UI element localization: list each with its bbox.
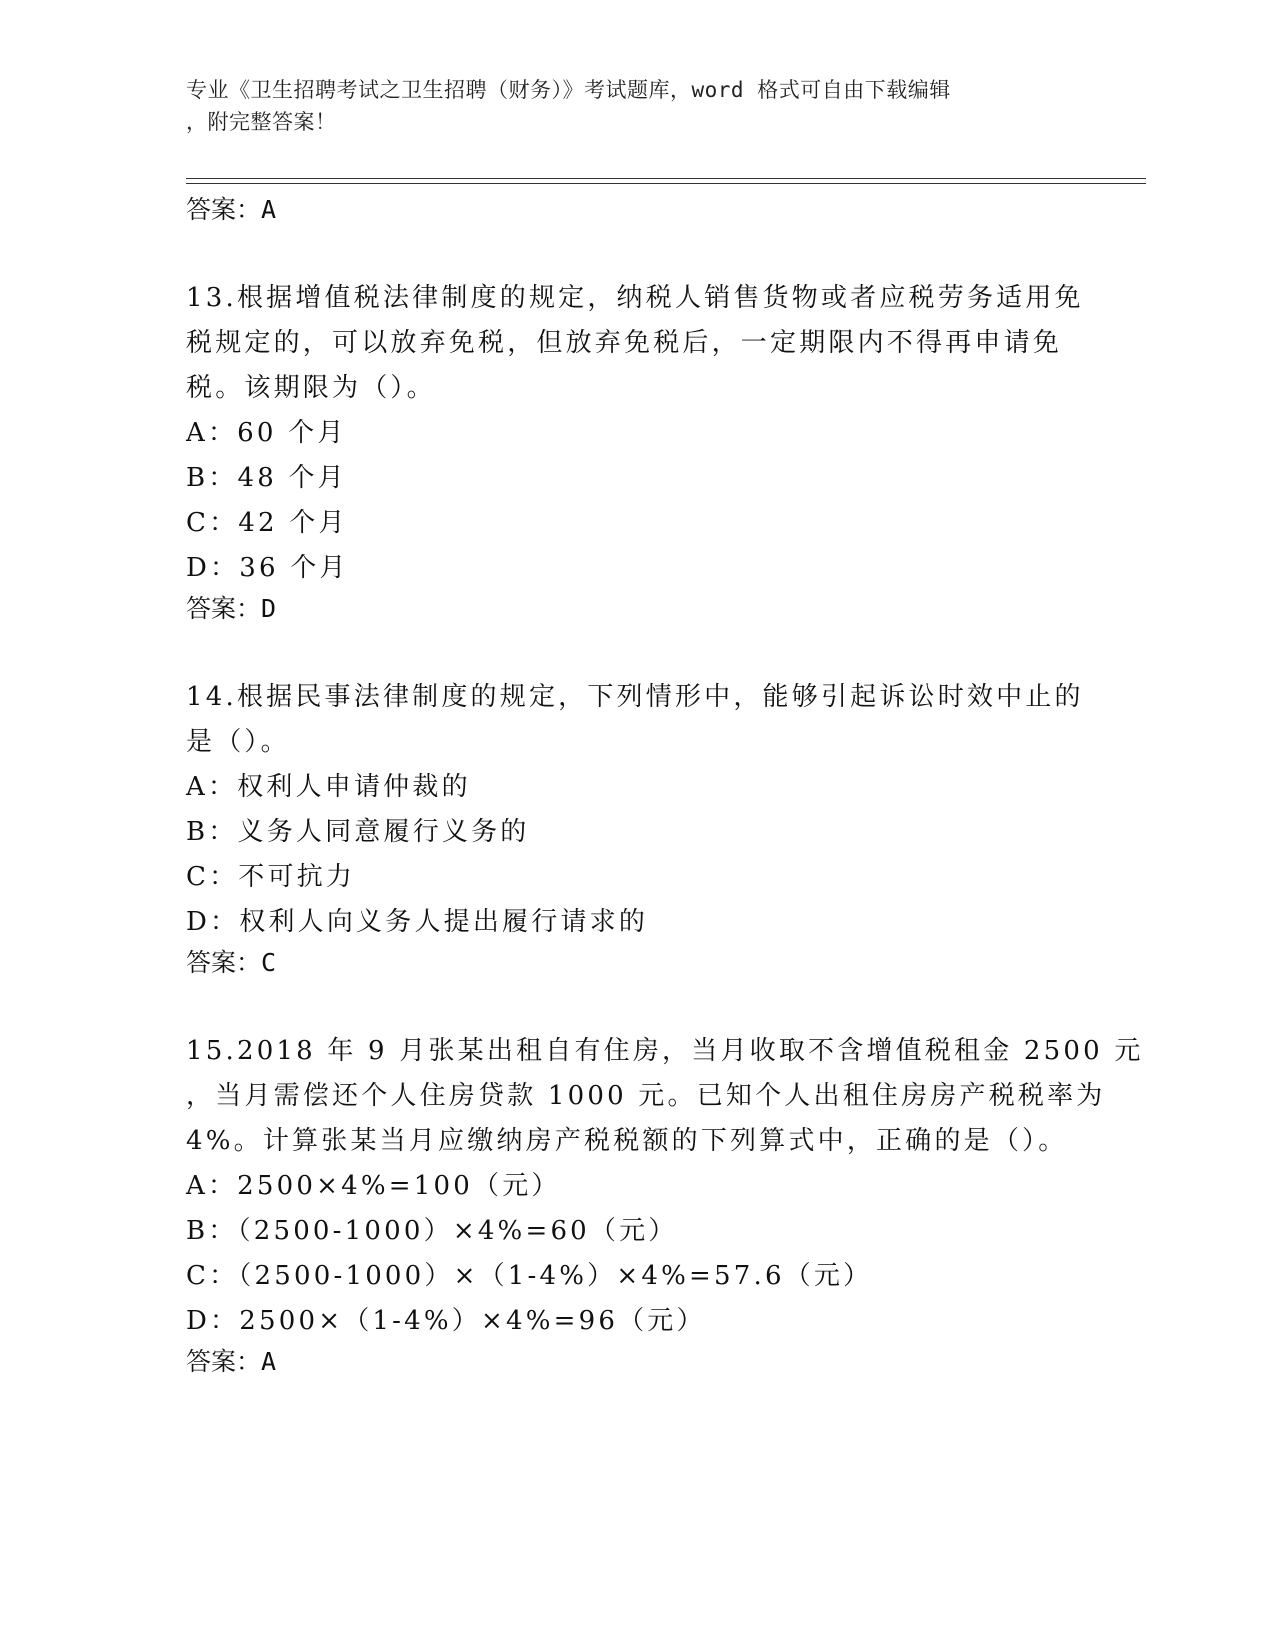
header-divider xyxy=(186,178,1146,179)
answer-line: 答案：A xyxy=(186,195,277,224)
answer-line: 答案：D xyxy=(186,594,277,623)
question-text: 税规定的，可以放弃免税，但放弃免税后，一定期限内不得再申请免 xyxy=(186,328,1063,358)
answer-line: 答案：A xyxy=(186,1347,277,1376)
header-line: 专业《卫生招聘考试之卫生招聘（财务）》考试题库，word 格式可自由下载编辑 xyxy=(186,78,951,102)
header-line: ，附完整答案！ xyxy=(186,110,337,134)
document-body xyxy=(186,192,1144,1380)
question-text: 15.2018 年 9 月张某出租自有住房，当月收取不含增值税租金 2500 元 xyxy=(186,1036,1144,1066)
question-text: 是（）。 xyxy=(186,727,290,757)
option-c: C：（2500-1000）×（1-4%）×4%=57.6（元） xyxy=(186,1261,873,1291)
option-c: C：42 个月 xyxy=(186,508,348,538)
header-divider xyxy=(186,183,1146,184)
option-b: B：48 个月 xyxy=(186,463,347,493)
question-14 xyxy=(186,675,1086,981)
option-a: A：权利人申请仲裁的 xyxy=(186,772,471,802)
question-text: 税。该期限为（）。 xyxy=(186,373,436,403)
option-b: B：（2500-1000）×4%=60（元） xyxy=(186,1216,678,1246)
question-text: 13.根据增值税法律制度的规定，纳税人销售货物或者应税劳务适用免 xyxy=(186,283,1084,313)
option-d: D：权利人向义务人提出履行请求的 xyxy=(186,907,649,937)
option-a: A：2500×4%=100（元） xyxy=(186,1171,561,1201)
document-header xyxy=(186,74,1066,138)
option-d: D：36 个月 xyxy=(186,553,349,583)
question-text: ，当月需偿还个人住房贷款 1000 元。已知个人出租住房房产税税率为 xyxy=(186,1081,1106,1111)
question-13 xyxy=(186,276,1086,627)
option-d: D：2500×（1-4%）×4%=96（元） xyxy=(186,1306,706,1336)
option-c: C：不可抗力 xyxy=(186,862,356,892)
option-a: A：60 个月 xyxy=(186,418,347,448)
question-15 xyxy=(186,1029,1144,1380)
option-b: B：义务人同意履行义务的 xyxy=(186,817,530,847)
question-text: 14.根据民事法律制度的规定，下列情形中，能够引起诉讼时效中止的 xyxy=(186,682,1084,712)
answer-line: 答案：C xyxy=(186,948,277,977)
question-text: 4%。计算张某当月应缴纳房产税税额的下列算式中，正确的是（）。 xyxy=(186,1126,1068,1156)
